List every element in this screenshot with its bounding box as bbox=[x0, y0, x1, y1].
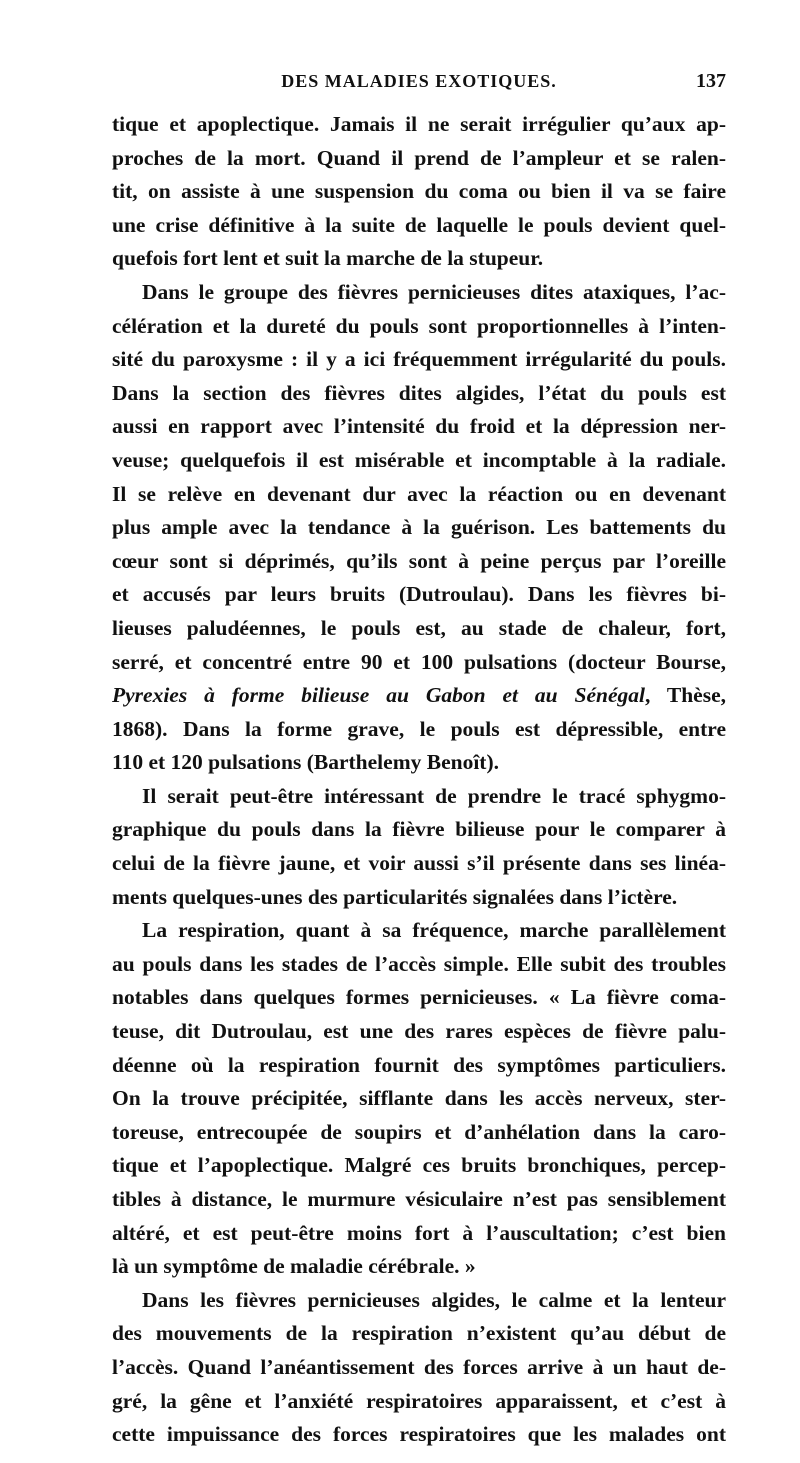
text-line: 1868). Dans la forme grave, le pouls est dépressible, entre bbox=[112, 716, 726, 741]
text-line: l’accès. Quand l’anéantissement des forces arrive à un haut de- bbox=[112, 1354, 726, 1379]
text-line: tibles à distance, le murmure vésiculaire n’est pas sensiblement bbox=[112, 1187, 726, 1211]
text-line-citation bbox=[112, 679, 726, 713]
text-line: graphique du pouls dans la fièvre bilieuse pour le comparer à bbox=[112, 817, 726, 842]
text-line: 110 et 120 pulsations (Barthelemy Benoît). bbox=[112, 750, 499, 775]
text-line: une crise définitive à la suite de laquelle le pouls devient quel- bbox=[112, 212, 726, 237]
text-line: La respiration, quant à sa fréquence, marche parallèlement bbox=[142, 918, 726, 943]
text-line: Il serait peut-être intéressant de prendre le tracé sphygmo- bbox=[142, 783, 726, 808]
text-line: On la trouve précipitée, sifflante dans les accès nerveux, ster- bbox=[112, 1086, 726, 1111]
text-line: aussi en rapport avec l’intensité du froid et la dépression ner- bbox=[112, 414, 726, 439]
text-line: cœur sont si déprimés, qu’ils sont à peine perçus par l’oreille bbox=[112, 548, 726, 573]
text-line: cette impuissance des forces respiratoires que les malades ont bbox=[112, 1422, 726, 1447]
text-line: Dans la section des fièvres dites algides, l’état du pouls est bbox=[112, 380, 726, 405]
body-text bbox=[112, 108, 726, 1452]
text-line: notables dans quelques formes pernicieuses. « La fièvre coma- bbox=[112, 985, 726, 1010]
text-line: veuse; quelquefois il est misérable et incomptable à la radiale. bbox=[112, 447, 726, 472]
page-number: 137 bbox=[696, 70, 726, 92]
text-line: lieuses paludéennes, le pouls est, au stade de chaleur, fort, bbox=[112, 615, 726, 640]
citation-title: Pyrexies à forme bilieuse au Gabon et au Sénégal bbox=[112, 683, 645, 708]
text-line: et accusés par leurs bruits (Dutroulau). Dans les fièvres bi- bbox=[112, 582, 726, 607]
text-line: au pouls dans les stades de l’accès simple. Elle subit des troubles bbox=[112, 951, 726, 976]
text-line: altéré, et est peut-être moins fort à l’auscultation; c’est bien bbox=[112, 1220, 726, 1245]
text-line: sité du paroxysme : il y a ici fréquemment irrégularité du pouls. bbox=[112, 347, 726, 372]
text-line: tique et l’apoplectique. Malgré ces bruits bronchiques, percep- bbox=[112, 1153, 726, 1178]
text-line: gré, la gêne et l’anxiété respiratoires apparaissent, et c’est à bbox=[112, 1388, 726, 1413]
text-line: proches de la mort. Quand il prend de l’ampleur et se ralen- bbox=[112, 145, 726, 170]
running-head bbox=[112, 66, 726, 96]
text-line: celui de la fièvre jaune, et voir aussi s’il présente dans ses linéa- bbox=[112, 851, 726, 876]
text-line: Dans le groupe des fièvres pernicieuses dites ataxiques, l’ac- bbox=[142, 279, 726, 304]
text-line: là un symptôme de maladie cérébrale. » bbox=[112, 1254, 476, 1279]
text-line: toreuse, entrecoupée de soupirs et d’anhélation dans la caro- bbox=[112, 1119, 726, 1144]
text-line: célération et la dureté du pouls sont proportionnelles à l’inten- bbox=[112, 313, 726, 338]
text-line: serré, et concentré entre 90 et 100 pulsations (docteur Bourse, bbox=[112, 649, 726, 674]
running-title: DES MALADIES EXOTIQUES. bbox=[281, 71, 557, 91]
text-line: tique et apoplectique. Jamais il ne serait irrégulier qu’aux ap- bbox=[112, 112, 726, 136]
text-line: teuse, dit Dutroulau, est une des rares espèces de fièvre palu- bbox=[112, 1019, 726, 1044]
text-line: tit, on assiste à une suspension du coma ou bien il va se faire bbox=[112, 179, 726, 204]
text-line: déenne où la respiration fournit des symptômes particuliers. bbox=[112, 1052, 726, 1077]
text-line: des mouvements de la respiration n’existent qu’au début de bbox=[112, 1321, 726, 1346]
text-line: Il se relève en devenant dur avec la réaction ou en devenant bbox=[112, 481, 726, 506]
citation-rest: , Thèse, bbox=[644, 683, 726, 708]
text-line: ments quelques-unes des particularités signalées dans l’ictère. bbox=[112, 884, 678, 909]
text-line: Dans les fièvres pernicieuses algides, le calme et la lenteur bbox=[142, 1287, 726, 1312]
text-line: plus ample avec la tendance à la guérison. Les battements du bbox=[112, 515, 726, 540]
text-line: quefois fort lent et suit la marche de la stupeur. bbox=[112, 246, 544, 271]
